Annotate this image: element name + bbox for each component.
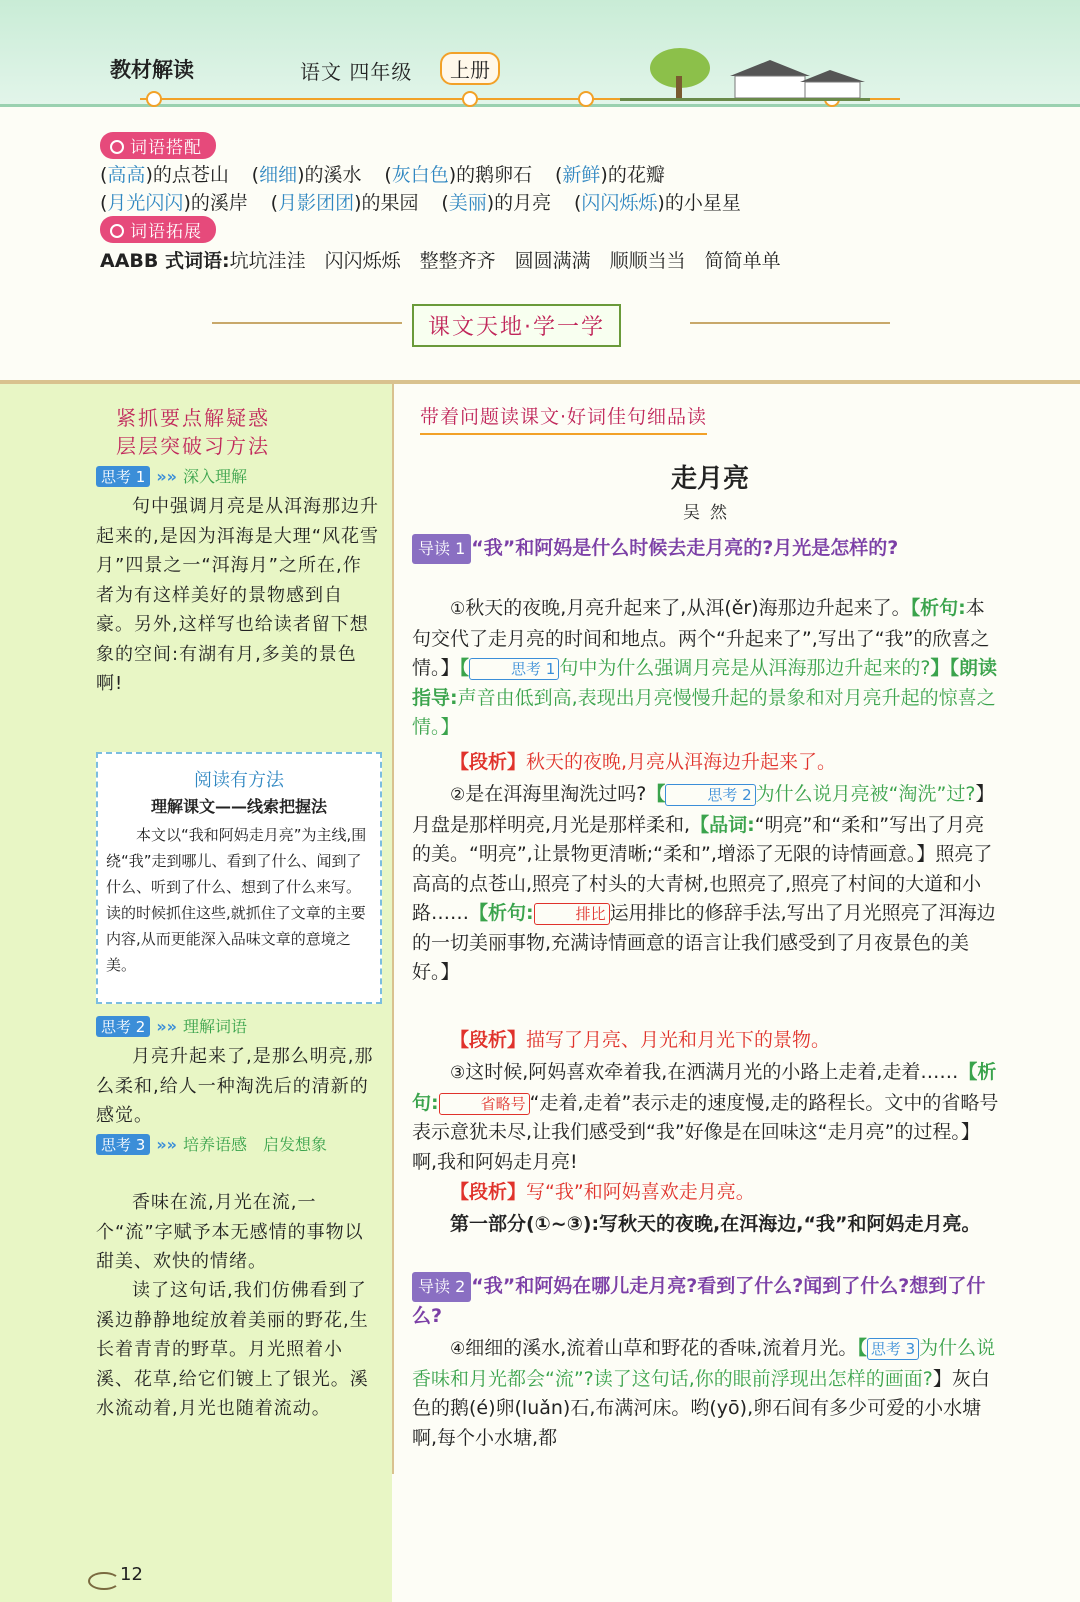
paragraph-1: ①秋天的夜晚,月亮升起来了,从洱(ěr)海那边升起来了。【析句:本句交代了走月亮的时间和地点。两个“升起来了”,写出了“我”的欣喜之情。】【 思考 1 句中为什么强调月亮是从洱海那边升起来的?】【朗读指导:声音由低到高,表现出月亮慢慢升起的景象和对月亮升起的惊喜之情。】 [412, 597, 997, 738]
note-label: 【析句: [910, 597, 966, 619]
think3-text-2: 读了这句话,我们仿佛看到了溪边静静地绽放着美丽的野花,生长着青青的野草。月光照着小溪、花草,给它们镀上了银光。溪水流动着,月光也随着流动。 [96, 1280, 369, 1419]
method-text: 本文以“我和阿妈走月亮”为主线,围绕“我”走到哪儿、看到了什么、闻到了什么、听到了什么、想到了什么来写。读的时候抓住这些,就抓住了文章的主要内容,从而更能深入品味文章的意境之美。 [106, 826, 367, 974]
para-text: 】月盘是那样明亮,月光是那样柔和, [412, 783, 995, 836]
segment-text: 描写了月亮、月光和月光下的景物。 [526, 1029, 831, 1051]
collocation-answer: 细细 [259, 164, 298, 186]
collocation-answer: 月影团团 [278, 192, 355, 214]
think-ref-question: 为什么说月亮被“淘洗”过? [755, 783, 976, 805]
collocation-answer: 美丽 [448, 192, 487, 214]
guide1 [412, 534, 1002, 564]
para-text: 】灰白色的鹅(é)卵(luǎn)石,布满河床。哟(yō),卵石间有多少可爱的小水塘啊,每个小水塘,都 [412, 1367, 990, 1449]
chevron-right-icon: »» [156, 1135, 177, 1154]
para-text: 是在洱海里淘洗过吗? [465, 783, 647, 805]
expand-title: 词语拓展 [100, 216, 216, 243]
expand-words: 坑坑洼洼 闪闪烁烁 整整齐齐 圆圆满满 顺顺当当 简简单单 [229, 250, 781, 272]
collocation-answer: 闪闪烁烁 [581, 192, 658, 214]
part-summary: 第一部分(①~③):写秋天的夜晚,在洱海边,“我”和阿妈走月亮。 [450, 1213, 981, 1235]
segment-analysis-1 [412, 748, 1002, 778]
guide2-tag: 导读 2 [412, 1272, 471, 1302]
para-number: ④ [450, 1339, 466, 1359]
header-dot [146, 91, 162, 107]
left-title-2: 层层突破习方法 [116, 434, 270, 458]
paragraph-2: ②是在洱海里淘洗过吗?【 思考 2 为什么说月亮被“淘洗”过?】月盘是那样明亮,月光是那样柔和,【品词:“明亮”和“柔和”写出了月亮的美。“明亮”,让景物更清晰;“柔和”,增添了无限的诗情画意。】照亮了高高的点苍山,照亮了村头的大青树,也照亮了,照亮了村间的大道和小路……【析句: 排比 运用排比的修辞手法,写出了月光照亮了洱海边的一切美丽事物,充满诗情画意的语言让我们感受到了月夜景色的美好。】 [412, 783, 996, 983]
collocation-answer: 新鲜 [562, 164, 601, 186]
collocation-item: (细细)的溪水 [251, 164, 362, 186]
note-label: 【析句: [412, 1061, 997, 1114]
book-series-title: 教材解读 [110, 58, 194, 82]
guide1-tag: 导读 1 [412, 534, 471, 564]
note-label: 【析句: [469, 902, 534, 924]
think3-label: 培养语感 启发想象 [182, 1135, 327, 1154]
collocation-title: 词语搭配 [100, 132, 216, 159]
note-label: 【品词: [690, 813, 755, 836]
segment-analysis-2 [412, 1026, 1002, 1056]
think3-text-1: 香味在流,月光在流,一个“流”字赋予本无感情的事物以甜美、欢快的情绪。 [96, 1192, 364, 1272]
think1-label: 深入理解 [182, 467, 247, 486]
think2-label: 理解词语 [182, 1017, 247, 1036]
page-number: 12 [120, 1564, 143, 1585]
article-title: 走月亮 [670, 464, 749, 494]
page-swirl-icon [88, 1572, 120, 1590]
read-guide-text: 声音由低到高,表现出月亮慢慢升起的景象和对月亮升起的惊喜之情。】 [412, 686, 996, 738]
think-ref-tag: 思考 1 [469, 658, 559, 680]
collocation-line-2 [100, 188, 741, 215]
para-text: 啊,我和阿妈走月亮! [412, 1150, 578, 1173]
expand-words-line [100, 246, 781, 273]
note-text: “走着,走着”表示走的速度慢,走的路程长。文中的省略号表示意犹未尽,让我们感受到“我”好像是在回味这“走月亮”的过程。】 [412, 1091, 999, 1143]
note-text: “明亮”和“柔和”写出了月亮的美。“明亮”,让景物更清晰;“柔和”,增添了无限的诗情画意。】 [412, 813, 985, 865]
segment-text: 秋天的夜晚,月亮从洱海边升起来了。 [526, 751, 837, 773]
think1-tag: 思考 1 [96, 466, 150, 487]
collocation-item: (新鲜)的花瓣 [554, 164, 665, 186]
paragraph-3 [412, 1058, 1002, 1177]
para-text: 细细的溪水,流着山草和野花的香味,流着月光。 [465, 1337, 858, 1359]
collocation-answer: 灰白色 [391, 164, 449, 186]
chevron-right-icon: »» [156, 1017, 177, 1036]
guide2-question: “我”和阿妈在哪儿走月亮?看到了什么?闻到了什么?想到了什么? [412, 1275, 986, 1327]
think3-header [96, 1132, 386, 1155]
header-dot [578, 91, 594, 107]
note-text: 运用排比的修辞手法,写出了月光照亮了洱海边的一切美丽事物,充满诗情画意的语言让我们感受到了月夜景色的美好。】 [412, 902, 996, 983]
para-number: ③ [450, 1063, 466, 1083]
article-author: 吴然 [683, 503, 737, 523]
chevron-right-icon: »» [156, 467, 177, 486]
para-number: ② [450, 785, 466, 805]
segment-label: 【段析】 [450, 1029, 527, 1051]
collocation-item: (月光闪闪)的溪岸 [100, 192, 248, 214]
collocation-answer: 高高 [107, 164, 146, 186]
right-heading: 带着问题读课文·好词佳句细品读 [420, 402, 707, 435]
column-divider [392, 384, 394, 1474]
collocation-line-1 [100, 160, 665, 187]
left-title-1: 紧抓要点解疑惑 [116, 406, 270, 430]
header-dot [462, 91, 478, 107]
reading-method-box [96, 752, 382, 1004]
segment-text: 写“我”和阿妈喜欢走月亮。 [526, 1181, 755, 1203]
collocation-item: (美丽)的月亮 [441, 192, 552, 214]
paragraph-4: ④细细的溪水,流着山草和野花的香味,流着月光。【 思考 3 为什么说香味和月光都会“流”?读了这句话,你的眼前浮现出怎样的画面?】灰白色的鹅(é)卵(luǎn)石,布满河床。哟(yō),卵石间有多少可爱的小水塘啊,每个小水塘,都 [412, 1337, 996, 1449]
house-tree-illustration [620, 46, 880, 102]
rhetoric-tag: 排比 [534, 903, 610, 925]
expand-label: AABB 式词语: [100, 250, 230, 272]
read-guide-label: 【朗读指导: [412, 657, 997, 709]
para-text: 这时候,阿妈喜欢牵着我,在洒满月光的小路上走着,走着…… [465, 1061, 959, 1083]
collocation-item: (月影团团)的果园 [270, 192, 419, 214]
think2-text: 月亮升起来了,是那么明亮,那么柔和,给人一种淘洗后的清新的感觉。 [96, 1046, 374, 1126]
segment-label: 【段析】 [450, 1181, 527, 1203]
think-ref-tag: 思考 2 [665, 784, 755, 806]
note-text: 本句交代了走月亮的时间和地点。两个“升起来了”,写出了“我”的欣喜之情。】 [412, 597, 990, 679]
method-subtitle: 理解课文——线索把握法 [150, 797, 327, 816]
banner-rule-right [690, 322, 890, 324]
method-title: 阅读有方法 [194, 770, 284, 791]
guide2 [412, 1272, 1002, 1331]
think-ref-question: 句中为什么强调月亮是从洱海那边升起来的? [559, 657, 931, 679]
collocation-answer: 月光闪闪 [107, 192, 184, 214]
para-number: ① [450, 599, 466, 619]
guide1-question: “我”和阿妈是什么时候去走月亮的?月光是怎样的? [471, 537, 899, 559]
section-banner: 课文天地·学一学 [412, 304, 621, 347]
collocation-item: (高高)的点苍山 [100, 164, 229, 186]
subject-grade: 语文 四年级 [300, 60, 413, 84]
think3-tag: 思考 3 [96, 1134, 150, 1155]
think-ref-question: 为什么说香味和月光都会“流”?读了这句话,你的眼前浮现出怎样的画面? [412, 1337, 996, 1390]
collocation-item: (灰白色)的鹅卵石 [384, 164, 533, 186]
think2-tag: 思考 2 [96, 1016, 150, 1037]
segment-label: 【段析】 [450, 751, 527, 773]
para-text: 秋天的夜晚,月亮升起来了,从洱(ěr)海那边升起来了。 [465, 597, 911, 619]
para-text: 照亮了高高的点苍山,照亮了村头的大青树,也照亮了,照亮了村间的大道和小路…… [412, 843, 993, 924]
think-ref-tag: 思考 3 [867, 1338, 919, 1360]
banner-rule-left [212, 322, 402, 324]
segment-analysis-3 [412, 1178, 1002, 1208]
think2-header [96, 1014, 247, 1037]
think1-text: 句中强调月亮是从洱海那边升起来的,是因为洱海是大理“风花雪月”四景之一“洱海月”之所在,作者为有这样美好的景物感到自豪。另外,这样写也给读者留下想象的空间:有湖有月,多美的景色啊! [96, 496, 380, 694]
rhetoric-tag: 省略号 [439, 1093, 530, 1115]
volume-badge: 上册 [440, 52, 500, 85]
page-header [0, 0, 1080, 107]
collocation-item: (闪闪烁烁)的小星星 [573, 192, 741, 214]
